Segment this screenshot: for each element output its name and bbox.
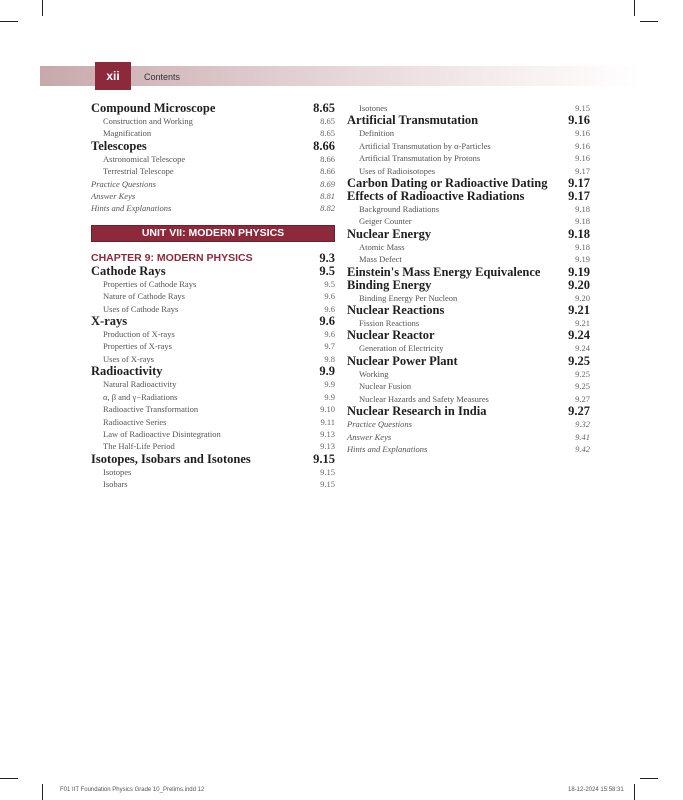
toc-entry-page: 9.16 [575, 140, 590, 151]
toc-entry-title: Answer Keys [347, 431, 392, 442]
toc-entry-title: X-rays [91, 314, 128, 329]
toc-entry-page: 9.5 [319, 263, 335, 278]
toc-group [91, 252, 335, 491]
toc-entry-page: 8.65 [313, 101, 335, 115]
toc-heading-entry [91, 365, 335, 378]
toc-entry-title: Practice Questions [347, 419, 412, 430]
toc-entry-title: Nuclear Reactor [347, 328, 435, 343]
toc-entry-title: Einstein's Mass Energy Equivalence [347, 264, 541, 279]
toc-subentry [347, 368, 590, 380]
toc-entry-page: 9.27 [575, 393, 590, 404]
toc-entry-page: 9.25 [575, 368, 590, 379]
toc-subentry [91, 303, 335, 315]
toc-entry-page: 9.9 [324, 379, 335, 390]
toc-entry-title: Radioactivity [91, 364, 163, 379]
toc-heading-entry [347, 114, 590, 127]
toc-entry-title: Definition [359, 128, 394, 139]
toc-subentry [91, 153, 335, 165]
toc-entry-title: Law of Radioactive Disintegration [103, 428, 221, 439]
toc-entry-title: Mass Defect [359, 254, 402, 265]
toc-entry-title: Isobars [103, 479, 128, 490]
toc-entry-page: 9.25 [568, 353, 590, 368]
toc-right-column [347, 102, 590, 455]
toc-entry-page: 9.18 [568, 226, 590, 241]
toc-entry-title: α, β and γ−Radiations [103, 391, 178, 402]
toc-subentry [91, 340, 335, 352]
toc-entry-title: Practice Questions [91, 178, 156, 189]
toc-entry-title: Effects of Radioactive Radiations [347, 189, 525, 204]
toc-entry-title: Construction and Working [103, 116, 193, 126]
toc-subentry [91, 428, 335, 440]
toc-apparatus-entry [91, 178, 335, 190]
toc-entry-page: 9.16 [575, 128, 590, 139]
toc-entry-page: 9.17 [575, 165, 590, 176]
toc-entry-title: The Half-Life Period [103, 441, 175, 452]
toc-entry-title: Fission Reactions [359, 318, 420, 329]
toc-entry-title: Compound Microscope [91, 101, 216, 115]
footer-timestamp: 18-12-2024 15:58:31 [568, 787, 624, 793]
toc-entry-page: 8.65 [320, 116, 335, 126]
toc-entry-title: Nuclear Energy [347, 226, 432, 241]
toc-entry-title: Uses of X-rays [103, 353, 154, 364]
toc-entry-page: 9.15 [320, 479, 335, 490]
toc-entry-title: Binding Energy Per Nucleon [359, 292, 458, 303]
toc-entry-page: 9.9 [324, 391, 335, 402]
toc-entry-title: Binding Energy [347, 277, 432, 292]
toc-entry-title: Properties of X-rays [103, 341, 172, 352]
toc-entry-title: Artificial Transmutation by Protons [359, 153, 481, 164]
toc-heading-entry [347, 304, 590, 317]
toc-apparatus-entry [347, 443, 590, 455]
toc-subentry [91, 328, 335, 340]
toc-entry-page: 9.11 [320, 416, 335, 427]
toc-entry-page: 9.21 [575, 318, 590, 329]
toc-entry-page: 9.42 [575, 443, 590, 454]
toc-entry-page: 9.32 [575, 419, 590, 430]
toc-subentry [91, 290, 335, 302]
toc-entry-page: 9.18 [575, 204, 590, 215]
toc-heading-entry [347, 190, 590, 203]
page-number: xii [95, 62, 131, 90]
toc-entry-page: 9.17 [568, 176, 590, 191]
toc-apparatus-entry [347, 431, 590, 443]
toc-entry-title: Working [359, 368, 389, 379]
toc-entry-title: Nuclear Reactions [347, 303, 445, 318]
toc-heading-entry [347, 405, 590, 418]
toc-entry-page: 8.65 [320, 128, 335, 139]
toc-entry-title: Hints and Explanations [347, 443, 428, 454]
toc-subentry [91, 478, 335, 490]
toc-entry-page: 8.82 [320, 203, 335, 214]
toc-entry-page: 8.81 [320, 191, 335, 202]
toc-heading-entry [91, 265, 335, 278]
toc-subentry [91, 278, 335, 290]
toc-apparatus-entry [91, 190, 335, 202]
toc-entry-title: Atomic Mass [359, 241, 405, 252]
toc-entry-title: Artificial Transmutation by α-Particles [359, 140, 491, 151]
toc-entry-title: Background Radiations [359, 204, 440, 215]
toc-entry-page: 9.16 [575, 153, 590, 164]
toc-subentry [91, 440, 335, 452]
toc-entry-page: 9.16 [568, 113, 590, 128]
toc-entry-title: Telescopes [91, 138, 147, 153]
toc-entry-title: Geiger Counter [359, 216, 412, 227]
toc-entry-title: Magnification [103, 128, 152, 139]
crop-mark [634, 0, 635, 16]
toc-entry-page: 9.27 [568, 404, 590, 419]
toc-entry-title: Generation of Electricity [359, 343, 444, 354]
toc-entry-title: Nuclear Research in India [347, 404, 487, 419]
toc-subentry [347, 342, 590, 354]
toc-subentry [347, 215, 590, 227]
toc-entry-page: 9.9 [319, 364, 335, 379]
toc-apparatus-entry [347, 418, 590, 430]
toc-subentry [347, 203, 590, 215]
toc-subentry [91, 165, 335, 177]
toc-subentry [91, 416, 335, 428]
toc-entry-page: 9.3 [319, 250, 335, 265]
toc-heading-entry [91, 252, 335, 265]
running-header-title: Contents [144, 72, 181, 82]
toc-entry-title: Properties of Cathode Rays [103, 278, 197, 289]
toc-entry-page: 8.66 [320, 166, 335, 177]
toc-entry-page: 9.15 [320, 466, 335, 477]
toc-heading-entry [347, 266, 590, 279]
toc-subentry [91, 115, 335, 127]
toc-entry-title: Isotopes [103, 466, 132, 477]
toc-heading-entry [91, 102, 335, 115]
toc-subentry [91, 466, 335, 478]
toc-left-column [91, 102, 335, 491]
toc-entry-page: 9.5 [324, 278, 335, 289]
toc-entry-page: 9.7 [324, 341, 335, 352]
toc-entry-title: Terrestrial Telescope [103, 166, 174, 177]
toc-entry-page: 9.21 [568, 303, 590, 318]
toc-entry-page: 9.20 [568, 277, 590, 292]
toc-entry-title: Uses of Cathode Rays [103, 303, 179, 314]
toc-subentry [347, 253, 590, 265]
crop-mark [42, 784, 43, 800]
toc-entry-title: Answer Keys [91, 191, 136, 202]
crop-mark [634, 784, 635, 800]
toc-subentry [91, 391, 335, 403]
toc-subentry [347, 140, 590, 152]
toc-subentry [347, 380, 590, 392]
crop-mark [640, 21, 658, 22]
toc-entry-page: 8.69 [320, 178, 335, 189]
toc-entry-page: 8.66 [313, 138, 335, 153]
toc-group [91, 102, 335, 215]
toc-entry-page: 9.6 [324, 291, 335, 302]
crop-mark [0, 778, 18, 779]
footer-file-name: F01 IIT Foundation Physics Grade 10_Prelims.indd 12 [60, 787, 205, 793]
unit-banner: UNIT VII: MODERN PHYSICS [91, 225, 335, 242]
toc-entry-page: 9.13 [320, 441, 335, 452]
toc-subentry [347, 152, 590, 164]
toc-entry-title: Cathode Rays [91, 263, 166, 278]
toc-entry-page: 9.19 [568, 264, 590, 279]
toc-entry-title: Natural Radioactivity [103, 379, 177, 390]
toc-heading-entry [347, 355, 590, 368]
toc-subentry [91, 403, 335, 415]
toc-entry-page: 9.24 [575, 343, 590, 354]
toc-entry-page: 9.41 [575, 431, 590, 442]
toc-entry-title: Nuclear Hazards and Safety Measures [359, 393, 489, 404]
crop-mark [0, 21, 18, 22]
toc-entry-title: Radioactive Series [103, 416, 167, 427]
toc-subentry [347, 241, 590, 253]
toc-entry-page: 9.17 [568, 189, 590, 204]
toc-entry-page: 9.15 [313, 451, 335, 466]
crop-mark [640, 778, 658, 779]
toc-entry-title: Uses of Radioisotopes [359, 165, 436, 176]
toc-entry-title: Carbon Dating or Radioactive Dating [347, 176, 548, 191]
toc-entry-title: Hints and Explanations [91, 203, 172, 214]
toc-entry-title: Artificial Transmutation [347, 113, 479, 128]
toc-apparatus-entry [91, 202, 335, 214]
toc-heading-entry [91, 140, 335, 153]
toc-entry-title: Astronomical Telescope [103, 153, 186, 164]
toc-entry-page: 8.66 [320, 153, 335, 164]
toc-heading-entry [347, 228, 590, 241]
toc-entry-page: 9.10 [320, 404, 335, 415]
crop-mark [42, 0, 43, 16]
toc-entry-title: Isotones [359, 103, 388, 113]
toc-heading-entry [91, 453, 335, 466]
toc-entry-page: 9.15 [575, 103, 590, 113]
toc-entry-title: Nuclear Power Plant [347, 353, 458, 368]
toc-entry-page: 9.13 [320, 428, 335, 439]
toc-entry-page: 9.6 [324, 303, 335, 314]
toc-entry-title: CHAPTER 9: MODERN PHYSICS [91, 251, 253, 264]
toc-subentry [347, 127, 590, 139]
toc-entry-page: 9.6 [324, 329, 335, 340]
toc-entry-page: 9.6 [319, 314, 335, 329]
toc-subentry [91, 127, 335, 139]
toc-heading-entry [347, 329, 590, 342]
toc-entry-title: Radioactive Transformation [103, 404, 199, 415]
toc-entry-title: Nuclear Fusion [359, 381, 412, 392]
toc-entry-page: 9.8 [324, 353, 335, 364]
toc-entry-page: 9.19 [575, 254, 590, 265]
toc-entry-title: Isotopes, Isobars and Isotones [91, 451, 251, 466]
toc-heading-entry [347, 279, 590, 292]
toc-entry-page: 9.18 [575, 241, 590, 252]
toc-entry-title: Nature of Cathode Rays [103, 291, 185, 302]
toc-entry-page: 9.25 [575, 381, 590, 392]
toc-entry-page: 9.18 [575, 216, 590, 227]
toc-entry-page: 9.24 [568, 328, 590, 343]
toc-entry-page: 9.20 [575, 292, 590, 303]
toc-entry-title: Production of X-rays [103, 329, 175, 340]
toc-subentry [91, 378, 335, 390]
toc-heading-entry [91, 315, 335, 328]
